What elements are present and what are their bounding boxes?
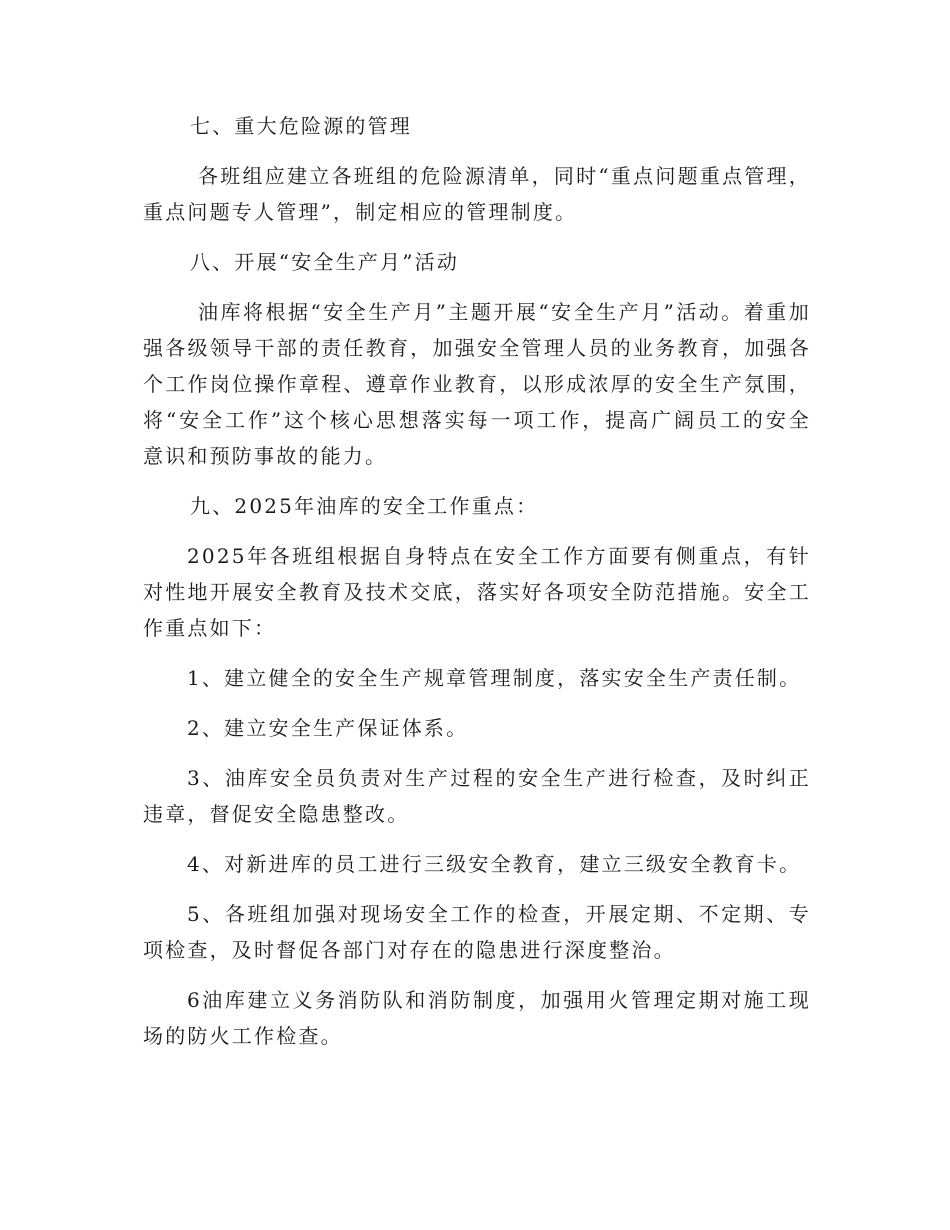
paragraph-2025-focus: 2025年各班组根据自身特点在安全工作方面要有侧重点，有针对性地开展安全教育及技术交底，落实好各项安全防范措施。安全工作重点如下： xyxy=(143,544,811,640)
section-heading-7: 七、重大危险源的管理 xyxy=(190,114,412,138)
list-item-3: 3、油库安全员负责对生产过程的安全生产进行检查，及时纠正违章，督促安全隐患整改。 xyxy=(143,766,811,826)
list-item-1: 1、建立健全的安全生产规章管理制度，落实安全生产责任制。 xyxy=(187,666,802,690)
paragraph-hazard-list: 各班组应建立各班组的危险源清单，同时“重点问题重点管理，重点问题专人管理”，制定相应的管理制度。 xyxy=(143,164,811,224)
section-heading-9: 九、2025年油库的安全工作重点： xyxy=(190,494,539,518)
paragraph-safety-month: 油库将根据“安全生产月”主题开展“安全生产月”活动。着重加强各级领导干部的责任教育，加强安全管理人员的业务教育，加强各个工作岗位操作章程、遵章作业教育，以形成浓厚的安全生产氛围，将“安全工作”这个核心思想落实每一项工作，提高广阔员工的安全意识和预防事故的能力。 xyxy=(143,300,811,468)
list-item-5: 5、各班组加强对现场安全工作的检查，开展定期、不定期、专项检查，及时督促各部门对存在的隐患进行深度整治。 xyxy=(143,902,811,962)
list-item-6: 6油库建立义务消防队和消防制度，加强用火管理定期对施工现场的防火工作检查。 xyxy=(143,988,811,1048)
list-item-2: 2、建立安全生产保证体系。 xyxy=(187,716,469,740)
document-page xyxy=(143,108,811,1068)
list-item-4: 4、对新进库的员工进行三级安全教育，建立三级安全教育卡。 xyxy=(187,852,802,876)
section-heading-8: 八、开展“安全生产月”活动 xyxy=(190,250,460,274)
